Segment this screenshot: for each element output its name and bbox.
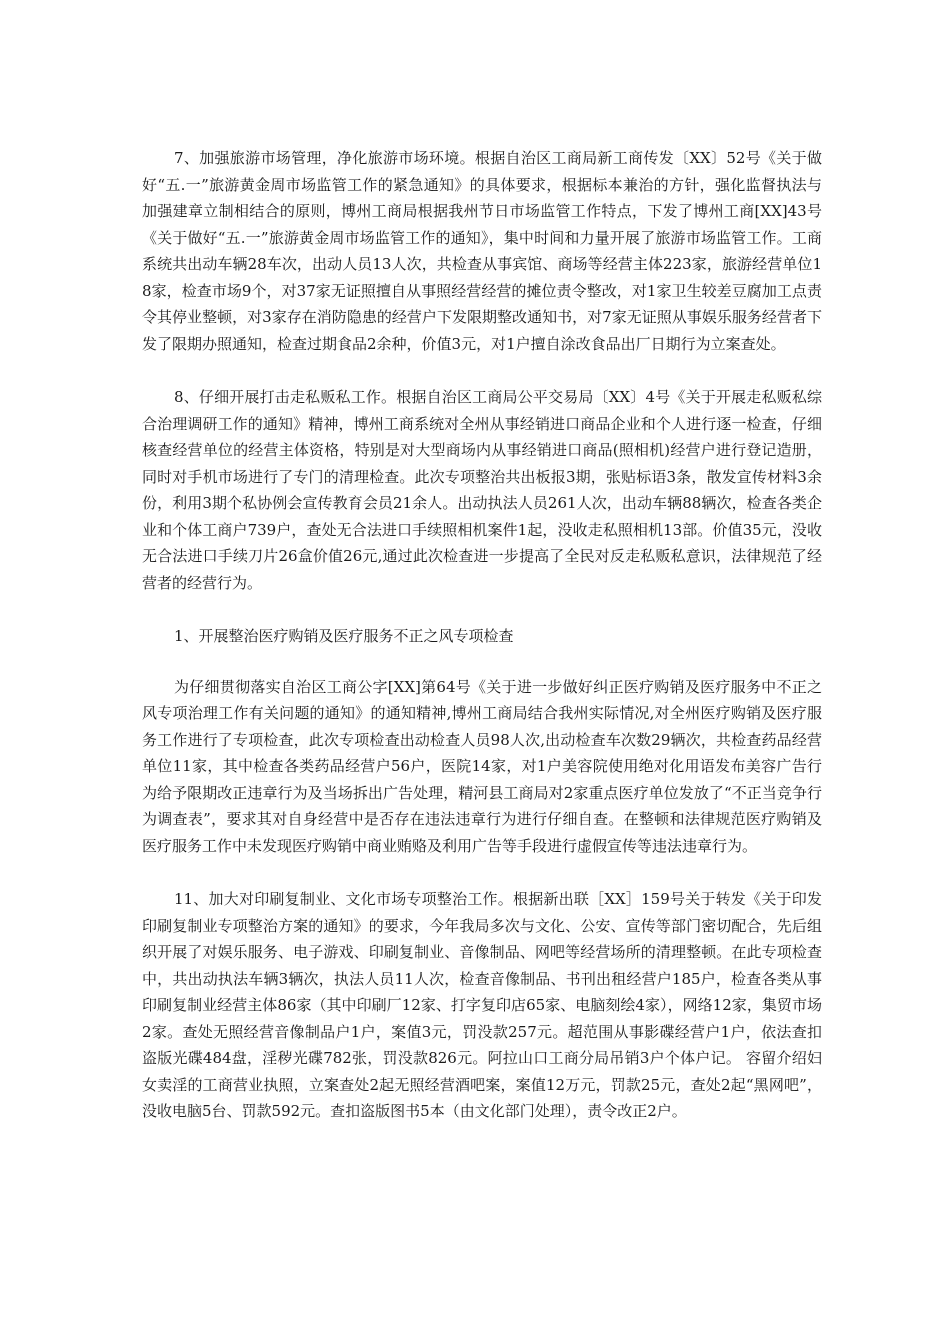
section-heading-medical: 1、开展整治医疗购销及医疗服务不正之风专项检查: [174, 627, 514, 645]
paragraph-anti-smuggling: 8、仔细开展打击走私贩私工作。根据自治区工商局公平交易局〔XX〕4号《关于开展走私贩私综合治理调研工作的通知》精神，博州工商系统对全州从事经销进口商品企业和个人进行逐一检查，仔细核查经营单位的经营主体资格，特别是对大型商场内从事经销进口商品(照相机)经营户进行登记造册，同时对手机市场进行了专门的清理检查。此次专项整治共出板报3期，张贴标语3条，散发宣传材料3余份，利用3期个私协例会宣传教育会员21余人。出动执法人员261人次，出动车辆88辆次，检查各类企业和个体工商户739户，查处无合法进口手续照相机案件1起，没收走私照相机13部。价值35元，没收无合法进口手续刀片26盒价值26元,通过此次检查进一步提高了全民对反走私贩私意识，法律规范了经营者的经营行为。: [142, 388, 822, 592]
document-body: [142, 145, 822, 1125]
paragraph-printing-culture-market: 11、加大对印刷复制业、文化市场专项整治工作。根据新出联［XX］159号关于转发《关于印发印刷复制业专项整治方案的通知》的要求，今年我局多次与文化、公安、宣传等部门密切配合，先后组织开展了对娱乐服务、电子游戏、印刷复制业、音像制品、网吧等经营场所的清理整顿。在此专项检查中，共出动执法车辆3辆次，执法人员11人次，检查音像制品、书刊出租经营户185户，检查各类从事印刷复制业经营主体86家（其中印刷厂12家、打字复印店65家、电脑刻绘4家），网络12家，集贸市场2家。查处无照经营音像制品户1户，案值3元，罚没款257元。超范围从事影碟经营户1户，依法查扣盗版光碟484盘，淫秽光碟782张，罚没款826元。阿拉山口工商分局吊销3户个体户记。 容留介绍妇女卖淫的工商营业执照，立案查处2起无照经营酒吧案，案值12万元，罚款25元，查处2起“黑网吧”，没收电脑5台、罚款592元。查扣盗版图书5本（由文化部门处理），责令改正2户。: [142, 890, 822, 1120]
paragraph-tourism-market: 7、加强旅游市场管理，净化旅游市场环境。根据自治区工商局新工商传发〔XX〕52号《关于做好“五.一”旅游黄金周市场监管工作的紧急通知》的具体要求，根据标本兼治的方针，强化监督执法与加强建章立制相结合的原则，博州工商局根据我州节日市场监管工作特点，下发了博州工商[XX]43号《关于做好“五.一”旅游黄金周市场监管工作的通知》，集中时间和力量开展了旅游市场监管工作。工商系统共出动车辆28车次，出动人员13人次，共检查从事宾馆、商场等经营主体223家，旅游经营单位18家，检查市场9个，对37家无证照擅自从事照经营经营的摊位责令整改，对1家卫生较差豆腐加工点责令其停业整顿，对3家存在消防隐患的经营户下发限期整改通知书，对7家无证照从事娱乐服务经营者下发了限期办照通知，检查过期食品2余种，价值3元，对1户擅自涂改食品出厂日期行为立案查处。: [142, 149, 822, 353]
paragraph-medical-inspection: 为仔细贯彻落实自治区工商公字[XX]第64号《关于进一步做好纠正医疗购销及医疗服务中不正之风专项治理工作有关问题的通知》的通知精神,博州工商局结合我州实际情况,对全州医疗购销及医疗服务工作进行了专项检查，此次专项检查出动检查人员98人次,出动检查车次数29辆次，共检查药品经营单位11家，其中检查各类药品经营户56户，医院14家，对1户美容院使用绝对化用语发布美容广告行为给予限期改正违章行为及当场拆出广告处理，精河县工商局对2家重点医疗单位发放了“不正当竞争行为调查表”，要求其对自身经营中是否存在违法违章行为进行仔细自查。在整顿和法律规范医疗购销及医疗服务工作中未发现医疗购销中商业贿赂及利用广告等手段进行虚假宣传等违法违章行为。: [142, 677, 822, 855]
